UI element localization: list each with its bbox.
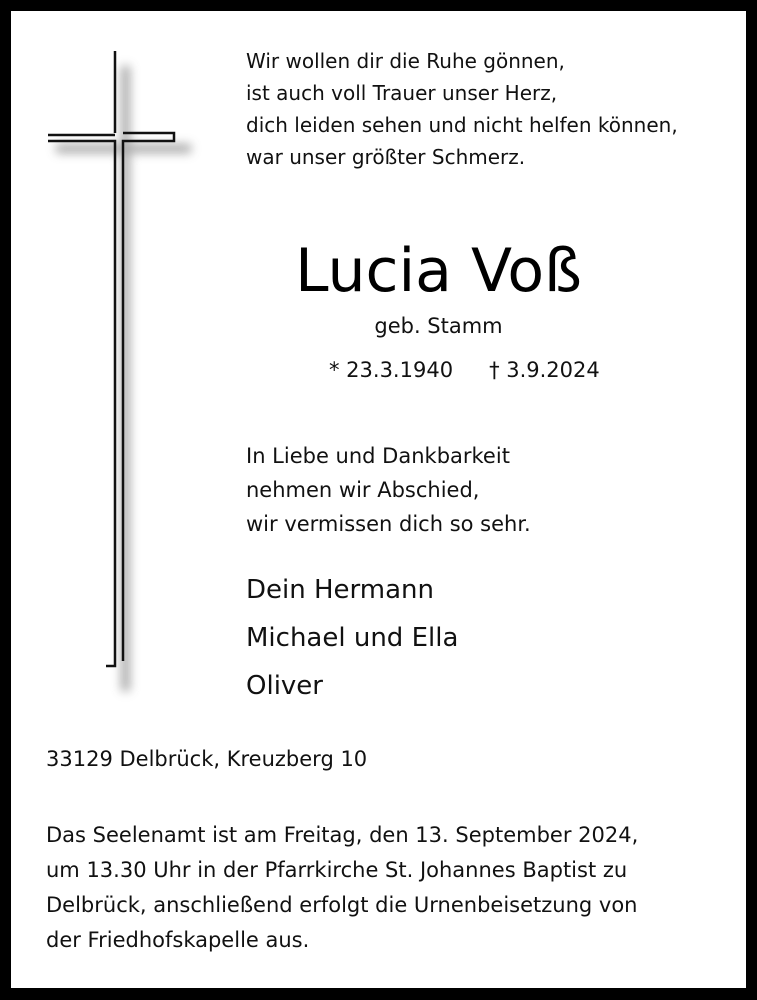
family-signatures: Dein Hermann Michael und Ella Oliver bbox=[246, 575, 459, 701]
address: 33129 Delbrück, Kreuzberg 10 bbox=[46, 747, 368, 771]
service-notice: Das Seelenamt ist am Freitag, den 13. September 2024, um 13.30 Uhr in der Pfarrkirche St. Johannes Baptist zu Delbrück, anschließend erfolgt die Urnenbeisetzung von der Friedhofskapelle aus. bbox=[46, 823, 639, 952]
poem-text: Wir wollen dir die Ruhe gönnen, ist auch voll Trauer unser Herz, dich leiden sehen und nicht helfen können, war unser größter Schmerz. bbox=[246, 49, 678, 169]
birth-name: geb. Stamm bbox=[374, 314, 503, 338]
cross-icon bbox=[11, 11, 211, 711]
obituary-page bbox=[11, 11, 746, 988]
death-date: † 3.9.2024 bbox=[489, 358, 600, 382]
life-dates bbox=[329, 355, 600, 385]
deceased-name: Lucia Voß bbox=[295, 236, 582, 306]
birth-date: * 23.3.1940 bbox=[329, 358, 454, 382]
farewell-text: In Liebe und Dankbarkeit nehmen wir Abschied, wir vermissen dich so sehr. bbox=[246, 444, 531, 536]
